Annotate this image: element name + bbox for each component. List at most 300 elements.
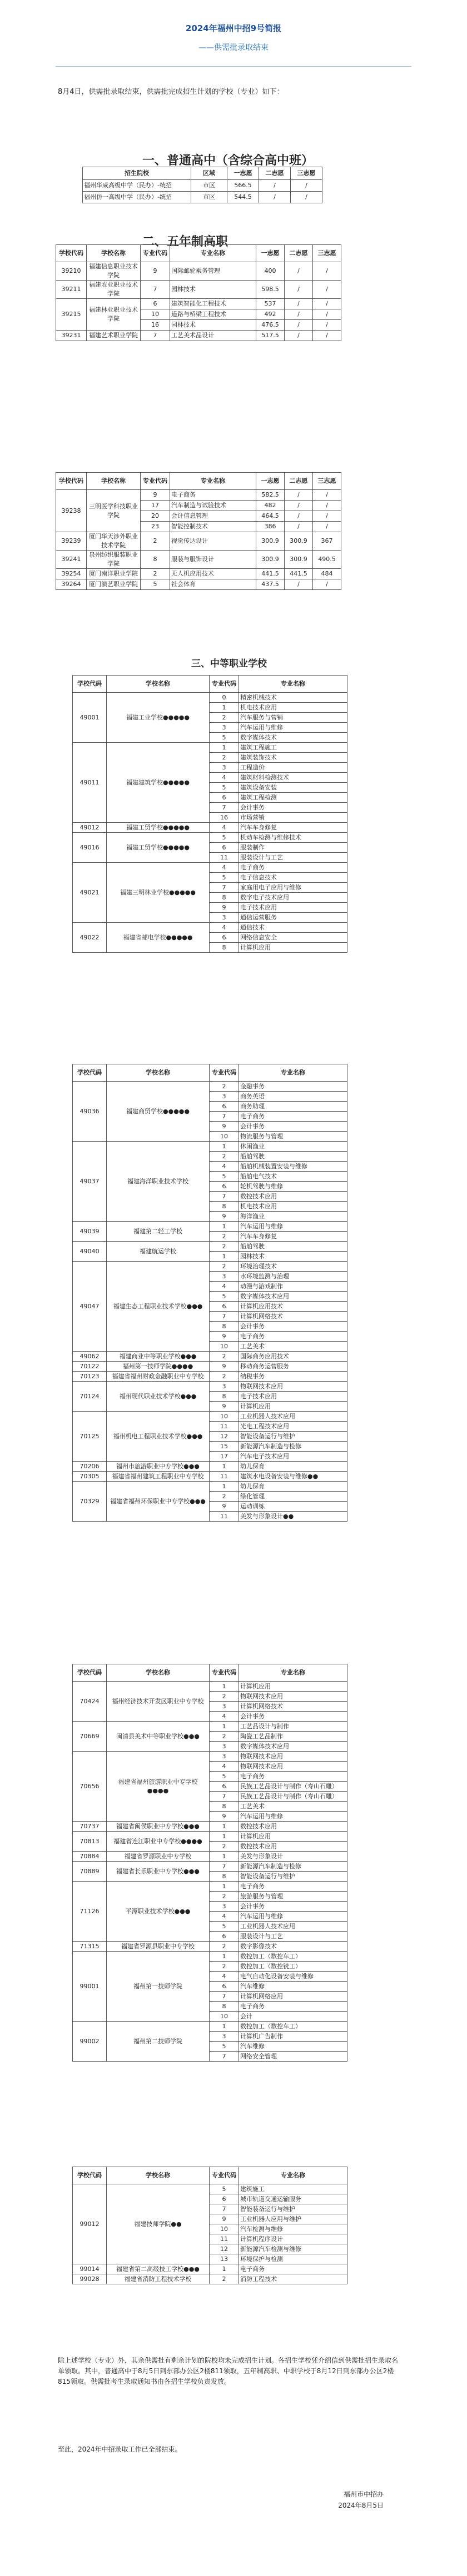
major-cell: /: [313, 309, 341, 320]
major-cell: 9: [210, 1362, 239, 1372]
major-cell: 通信技术: [239, 923, 347, 933]
major-cell: 道路与桥梁工程技术: [170, 309, 256, 320]
table-row: [73, 1412, 347, 1422]
major-cell: 美发与形象设计: [239, 1852, 347, 1862]
major-cell: 服装设计与工艺: [239, 853, 347, 863]
signature-date: 2024年8月5日: [338, 2502, 384, 2509]
major-cell: 9: [210, 903, 239, 913]
school-code: 70124: [73, 1382, 107, 1412]
major-cell: 工业机器人应用与维护: [239, 2214, 347, 2224]
major-cell: 数控技术应用: [239, 1192, 347, 1202]
school-name: 福建艺术职业学院: [87, 331, 141, 341]
major-cell: 4: [210, 923, 239, 933]
major-cell: 环境保护与检测: [239, 2254, 347, 2264]
major-cell: 物联网技术应用: [239, 1762, 347, 1772]
major-cell: 9: [210, 1212, 239, 1222]
major-cell: 537: [256, 299, 285, 309]
report-subtitle: ——供需批录取结束: [198, 43, 269, 52]
major-cell: 幼儿保育: [239, 1482, 347, 1492]
major-cell: /: [285, 522, 313, 532]
column-header: 学校代码: [56, 245, 87, 262]
major-cell: 会计: [239, 2012, 347, 2022]
table-row: [56, 532, 341, 551]
major-cell: 476.5: [256, 320, 285, 331]
school-code: 39264: [56, 579, 87, 590]
school-name: 厦门南洋职业学院: [87, 569, 141, 579]
major-cell: /: [313, 331, 341, 341]
header-row: [73, 1064, 347, 1082]
major-cell: 工艺美术品设计: [170, 331, 256, 341]
major-cell: 金融事务: [239, 1082, 347, 1092]
school-code: 70122: [73, 1362, 107, 1372]
major-cell: 动漫与游戏制作: [239, 1282, 347, 1292]
major-cell: 船舶电气技术: [239, 1172, 347, 1182]
major-cell: 计算机应用: [239, 1402, 347, 1412]
major-cell: 民族工艺品设计与制作（寿山石雕）: [239, 1782, 347, 1792]
major-cell: 3: [210, 1272, 239, 1282]
school-name: 福州机电工程职业技术学校●●●: [107, 1412, 210, 1462]
table-cell: /: [259, 180, 291, 192]
school-code: 39254: [56, 569, 87, 579]
major-cell: 机电技术应用: [239, 1202, 347, 1212]
major-cell: 2: [210, 1232, 239, 1242]
major-cell: 建筑施工: [239, 2184, 347, 2194]
major-cell: 16: [210, 813, 239, 823]
column-header: 专业名称: [239, 1064, 347, 1082]
major-cell: 12: [210, 1432, 239, 1442]
major-cell: 工艺品设计与制作: [239, 1722, 347, 1732]
major-cell: 智能设备运行与维护: [239, 1872, 347, 1882]
major-cell: 机电技术应用: [239, 703, 347, 713]
school-name: 厦门华天涉外职业技术学院: [87, 532, 141, 551]
major-cell: 5: [210, 2042, 239, 2052]
major-cell: 2: [210, 1942, 239, 1952]
major-cell: 1: [210, 1852, 239, 1862]
major-cell: 9: [210, 1122, 239, 1132]
major-cell: 17: [141, 501, 170, 511]
school-name: 福州第二技师学院: [107, 2022, 210, 2062]
major-cell: /: [313, 490, 341, 501]
table-row: [73, 1242, 347, 1252]
major-cell: 10: [210, 2224, 239, 2234]
major-cell: 6: [210, 793, 239, 803]
school-code: 49001: [73, 693, 107, 743]
major-cell: 电气自动化设备安装与维修: [239, 1972, 347, 1982]
major-cell: 计算机广告制作: [239, 2032, 347, 2042]
major-cell: 电子商务: [239, 1772, 347, 1782]
major-cell: 电子商务: [239, 863, 347, 873]
major-cell: 环境治理技术: [239, 1262, 347, 1272]
major-cell: 无人机应用技术: [170, 569, 256, 579]
major-cell: /: [285, 501, 313, 511]
school-name: 福建省消防工程技术学校: [107, 2274, 210, 2284]
major-cell: 网络安全管理: [239, 2052, 347, 2062]
major-cell: 2: [210, 1352, 239, 1362]
major-cell: 民族工艺品设计与制作（寿山石雕）: [239, 1792, 347, 1802]
major-cell: 11: [210, 1422, 239, 1432]
school-name: 福州第一技师学院●●●●: [107, 1362, 210, 1372]
major-cell: 437.5: [256, 579, 285, 590]
major-cell: 新能源汽车制造与检修: [239, 1442, 347, 1452]
table-row: [73, 2022, 347, 2032]
school-name: 福建省长乐职业中专学校●●●: [107, 1862, 210, 1882]
major-cell: /: [285, 511, 313, 522]
major-cell: 数控加工（数控铣工）: [239, 1962, 347, 1972]
major-cell: 船舶机械装置安装与维修: [239, 1162, 347, 1172]
table-row: [73, 1472, 347, 1482]
table-row: [73, 1682, 347, 1692]
major-cell: 智能装备运行与维护: [239, 2204, 347, 2214]
major-cell: 1: [210, 1462, 239, 1472]
major-cell: 园林技术: [170, 320, 256, 331]
major-cell: 船舶驾驶: [239, 1242, 347, 1252]
school-code: 70813: [73, 1832, 107, 1852]
header-row: [56, 473, 341, 490]
major-cell: 598.5: [256, 281, 285, 299]
school-code: 70206: [73, 1462, 107, 1472]
column-header: 学校名称: [107, 1664, 210, 1682]
major-cell: /: [285, 320, 313, 331]
header-row: [73, 1664, 347, 1682]
major-cell: 5: [210, 1922, 239, 1932]
major-cell: 8: [210, 1872, 239, 1882]
major-cell: 建筑智能化工程技术: [170, 299, 256, 309]
table-row: [73, 1942, 347, 1952]
major-cell: 物联网技术应用: [239, 1752, 347, 1762]
major-cell: 7: [210, 1192, 239, 1202]
major-cell: 3: [210, 1752, 239, 1762]
higher-vocational-table-1: [56, 244, 341, 341]
column-header: 专业名称: [239, 2167, 347, 2184]
column-header: 二志愿: [285, 473, 313, 490]
column-header: 学校名称: [107, 676, 210, 693]
table-row: [73, 1482, 347, 1492]
major-cell: 机动车检测与维修技术: [239, 833, 347, 843]
major-cell: 6: [210, 1782, 239, 1792]
section-title-higher-vocational: 二、五年制高职: [142, 235, 228, 249]
major-cell: 10: [210, 1342, 239, 1352]
major-cell: 300.9: [256, 532, 285, 551]
major-cell: 数控加工（数控车工）: [239, 1952, 347, 1962]
major-cell: 10: [210, 1132, 239, 1142]
column-header: 专业代码: [141, 245, 170, 262]
major-cell: 3: [210, 723, 239, 733]
table-cell: /: [259, 192, 291, 203]
major-cell: 4: [210, 1712, 239, 1722]
school-code: 70305: [73, 1472, 107, 1482]
major-cell: 汽车运用与维修: [239, 1812, 347, 1822]
header-divider: [56, 66, 411, 67]
column-header: 学校名称: [107, 1064, 210, 1082]
table-cell: 福州华威高级中学（民办）-统招: [83, 180, 191, 192]
column-header: 学校代码: [56, 473, 87, 490]
school-code: 71315: [73, 1942, 107, 1952]
major-cell: 11: [210, 1472, 239, 1482]
table-cell: 544.5: [227, 192, 259, 203]
major-cell: 1: [210, 1252, 239, 1262]
major-cell: /: [285, 309, 313, 320]
school-code: 99014: [73, 2264, 107, 2274]
school-code: 70889: [73, 1862, 107, 1882]
table-row: [73, 2274, 347, 2284]
major-cell: 464.5: [256, 511, 285, 522]
major-cell: 会计事务: [239, 803, 347, 813]
major-cell: 3: [210, 1092, 239, 1102]
major-cell: 1: [210, 1882, 239, 1892]
major-cell: 汽车运用与维修: [239, 1222, 347, 1232]
major-cell: 2: [210, 1152, 239, 1162]
major-cell: 4: [210, 823, 239, 833]
major-cell: 运动训练: [239, 1502, 347, 1512]
school-name: 福建省福州建筑工程职业中专学校: [107, 1472, 210, 1482]
table-row: [73, 1262, 347, 1272]
school-name: 平潭职业技术学校●●●: [107, 1882, 210, 1942]
major-cell: 5: [210, 873, 239, 883]
column-header: 一志愿: [227, 167, 259, 180]
major-cell: 4: [210, 863, 239, 873]
major-cell: 8: [210, 1802, 239, 1812]
major-cell: 7: [210, 1312, 239, 1322]
major-cell: 电子商务: [239, 1332, 347, 1342]
major-cell: 7: [210, 1992, 239, 2002]
school-code: 49047: [73, 1262, 107, 1352]
major-cell: 2: [210, 1262, 239, 1272]
major-cell: 陶瓷工艺品制作: [239, 1732, 347, 1742]
table-cell: /: [291, 180, 322, 192]
table-row: [73, 1882, 347, 1892]
major-cell: 计算机网络应用: [239, 1992, 347, 2002]
major-cell: 5: [210, 733, 239, 743]
school-code: 99012: [73, 2184, 107, 2264]
major-cell: 工艺美术: [239, 1802, 347, 1812]
column-header: 学校名称: [107, 2167, 210, 2184]
table-row: [73, 1952, 347, 1962]
major-cell: 3: [210, 1382, 239, 1392]
table-cell: 福州仿一高级中学（民办）-统招: [83, 192, 191, 203]
major-cell: 3: [210, 1902, 239, 1912]
school-code: 70656: [73, 1752, 107, 1822]
school-code: 39239: [56, 532, 87, 551]
major-cell: 智能设备运行与维护: [239, 1432, 347, 1442]
column-header: 专业代码: [210, 676, 239, 693]
school-name: 闽清县美术中等职业学校●●●: [107, 1722, 210, 1752]
major-cell: 建筑工程检测: [239, 793, 347, 803]
major-cell: 汽车车身修复: [239, 823, 347, 833]
school-name: 福州经济技术开发区职业中专学校: [107, 1682, 210, 1722]
school-code: 49039: [73, 1222, 107, 1242]
major-cell: 新能源汽车制造与检修: [239, 1862, 347, 1872]
table-row: [73, 833, 347, 843]
major-cell: 汽车制造与试验技术: [170, 501, 256, 511]
table-row: [73, 1832, 347, 1842]
column-header: 招生院校: [83, 167, 191, 180]
higher-vocational-table-2: [56, 472, 341, 590]
major-cell: 9: [210, 1502, 239, 1512]
major-cell: 16: [141, 320, 170, 331]
major-cell: 物流服务与管理: [239, 1132, 347, 1142]
column-header: 专业名称: [170, 245, 256, 262]
major-cell: 0: [210, 693, 239, 703]
column-header: 专业代码: [210, 1064, 239, 1082]
major-cell: 6: [210, 1932, 239, 1942]
major-cell: 367: [313, 532, 341, 551]
major-cell: 4: [210, 1972, 239, 1982]
intro-text: 8月4日，供需批录取结束，供需批完成招生计划的学校（专业）如下：: [58, 88, 284, 96]
school-code: 70884: [73, 1852, 107, 1862]
table-row: [56, 331, 341, 341]
major-cell: 建筑设备安装: [239, 783, 347, 793]
major-cell: 400: [256, 262, 285, 281]
major-cell: 10: [210, 1412, 239, 1422]
table-row: [56, 490, 341, 501]
major-cell: 建筑工程施工: [239, 743, 347, 753]
table-row: [56, 551, 341, 569]
table-row: [56, 281, 341, 299]
major-cell: 国际商务应用技术: [239, 1352, 347, 1362]
school-name: 福建技师学院●●: [107, 2184, 210, 2264]
table-row: [73, 1462, 347, 1472]
signature-org: 福州市中招办: [343, 2490, 384, 2498]
closing-note: 除上述学校（专业）外，其余供需批有剩余计划的院校均未完成招生计划。各招生学校凭介绍信到供需批招生录取名单领取。其中，普通高中于8月5日到东部办公区2楼811领取，五年制高职、中职学校于8月12日到东部办公区2楼815领取。供需批考生录取通知书由各招生学校负责发放。: [58, 2357, 399, 2385]
school-code: 49021: [73, 863, 107, 923]
school-name: 福建生态工程职业技术学校●●●: [107, 1262, 210, 1352]
major-cell: 数控技术应用: [239, 1842, 347, 1852]
report-title: 2024年福州中招9号简报: [185, 23, 282, 33]
major-cell: 490.5: [313, 551, 341, 569]
column-header: 学校代码: [73, 1664, 107, 1682]
major-cell: 9: [210, 2214, 239, 2224]
section-title-secondary-vocational: 三、中等职业学校: [191, 658, 267, 669]
school-code: 70329: [73, 1482, 107, 1522]
school-name: 福建省罗源县职业中专学校: [107, 1942, 210, 1952]
table-row: [73, 693, 347, 703]
school-name: 福建省闽侯职业中专学校●●●: [107, 1822, 210, 1832]
major-cell: 计算机应用: [239, 1832, 347, 1842]
major-cell: 2: [141, 569, 170, 579]
school-code: 99028: [73, 2274, 107, 2284]
table-row: [73, 1082, 347, 1092]
school-name: 三明医学科技职业学院: [87, 490, 141, 532]
major-cell: 2: [210, 713, 239, 723]
major-cell: 计算机应用: [239, 1682, 347, 1692]
major-cell: 汽车车身修复: [239, 1232, 347, 1242]
school-name: 福建工业学校●●●●●: [107, 693, 210, 743]
table-row: [73, 1142, 347, 1152]
major-cell: 2: [210, 753, 239, 763]
major-cell: 社会体育: [170, 579, 256, 590]
major-cell: /: [285, 262, 313, 281]
major-cell: 441.5: [285, 569, 313, 579]
major-cell: 1: [210, 1482, 239, 1492]
major-cell: 10: [141, 309, 170, 320]
major-cell: 4: [210, 1762, 239, 1772]
major-cell: /: [313, 281, 341, 299]
major-cell: 8: [210, 1392, 239, 1402]
major-cell: 休闲渔业: [239, 1142, 347, 1152]
column-header: 一志愿: [256, 473, 285, 490]
major-cell: 1: [210, 1952, 239, 1962]
major-cell: /: [313, 299, 341, 309]
major-cell: 汽车电子技术应用: [239, 1452, 347, 1462]
column-header: 学校代码: [73, 676, 107, 693]
major-cell: 8: [210, 943, 239, 953]
secondary-vocational-table-4: [72, 2167, 347, 2284]
major-cell: 1: [210, 1722, 239, 1732]
major-cell: 2: [210, 1082, 239, 1092]
school-name: 福建海洋职业技术学校: [107, 1142, 210, 1222]
school-name: 福建商业中等职业学校●●●: [107, 1352, 210, 1362]
major-cell: 11: [210, 2234, 239, 2244]
major-cell: 2: [210, 1492, 239, 1502]
column-header: 专业代码: [210, 2167, 239, 2184]
secondary-vocational-table-2: [72, 1064, 347, 1522]
major-cell: 8: [141, 551, 170, 569]
table-row: [56, 579, 341, 590]
major-cell: /: [285, 331, 313, 341]
school-code: 99001: [73, 1952, 107, 2022]
major-cell: 建筑水电设备安装与维修●●: [239, 1472, 347, 1482]
major-cell: 1: [210, 1682, 239, 1692]
table-row: [73, 2264, 347, 2274]
table-cell: 市区: [191, 192, 227, 203]
major-cell: 工业机器人技术应用: [239, 1922, 347, 1932]
major-cell: 23: [141, 522, 170, 532]
school-name: 泉州纺织服装职业学院: [87, 551, 141, 569]
major-cell: 482: [256, 501, 285, 511]
major-cell: 6: [210, 1302, 239, 1312]
major-cell: 1: [210, 743, 239, 753]
major-cell: 7: [141, 281, 170, 299]
major-cell: 6: [141, 299, 170, 309]
major-cell: 17: [210, 1452, 239, 1462]
major-cell: 国际邮轮乘务管理: [170, 262, 256, 281]
table-row: [73, 2184, 347, 2194]
major-cell: 电子技术应用: [239, 903, 347, 913]
major-cell: 电子技术应用: [239, 1392, 347, 1402]
school-code: 49036: [73, 1082, 107, 1142]
school-code: 71126: [73, 1882, 107, 1942]
table-cell: /: [291, 192, 322, 203]
major-cell: 441.5: [256, 569, 285, 579]
major-cell: 4: [210, 1282, 239, 1292]
school-code: 39231: [56, 331, 87, 341]
school-name: 福建省第二高级技工学校●●●: [107, 2264, 210, 2274]
major-cell: /: [313, 262, 341, 281]
major-cell: 12: [210, 2244, 239, 2254]
school-name: 福建省福州财政金融职业中专学校: [107, 1372, 210, 1382]
major-cell: /: [285, 579, 313, 590]
major-cell: 2: [210, 1242, 239, 1252]
header: [0, 0, 467, 67]
major-cell: 300.9: [256, 551, 285, 569]
major-cell: 2: [210, 2274, 239, 2284]
major-cell: 计算机程序设计: [239, 2234, 347, 2244]
major-cell: 6: [210, 1102, 239, 1112]
major-cell: 数字媒体技术应用: [239, 1742, 347, 1752]
table-row: [83, 180, 322, 192]
column-header: 专业代码: [141, 473, 170, 490]
table-row: [73, 1352, 347, 1362]
column-header: 专业名称: [239, 676, 347, 693]
table-row: [73, 1722, 347, 1732]
school-name: 福建建筑学校●●●●●: [107, 743, 210, 823]
school-name: 福建省福州旅游职业中专学校●●●●: [107, 1752, 210, 1822]
major-cell: 7: [210, 883, 239, 893]
major-cell: 2: [210, 1842, 239, 1852]
major-cell: 4: [210, 1912, 239, 1922]
school-name: 福建农业职业技术学院: [87, 281, 141, 299]
major-cell: 电子商务: [170, 490, 256, 501]
